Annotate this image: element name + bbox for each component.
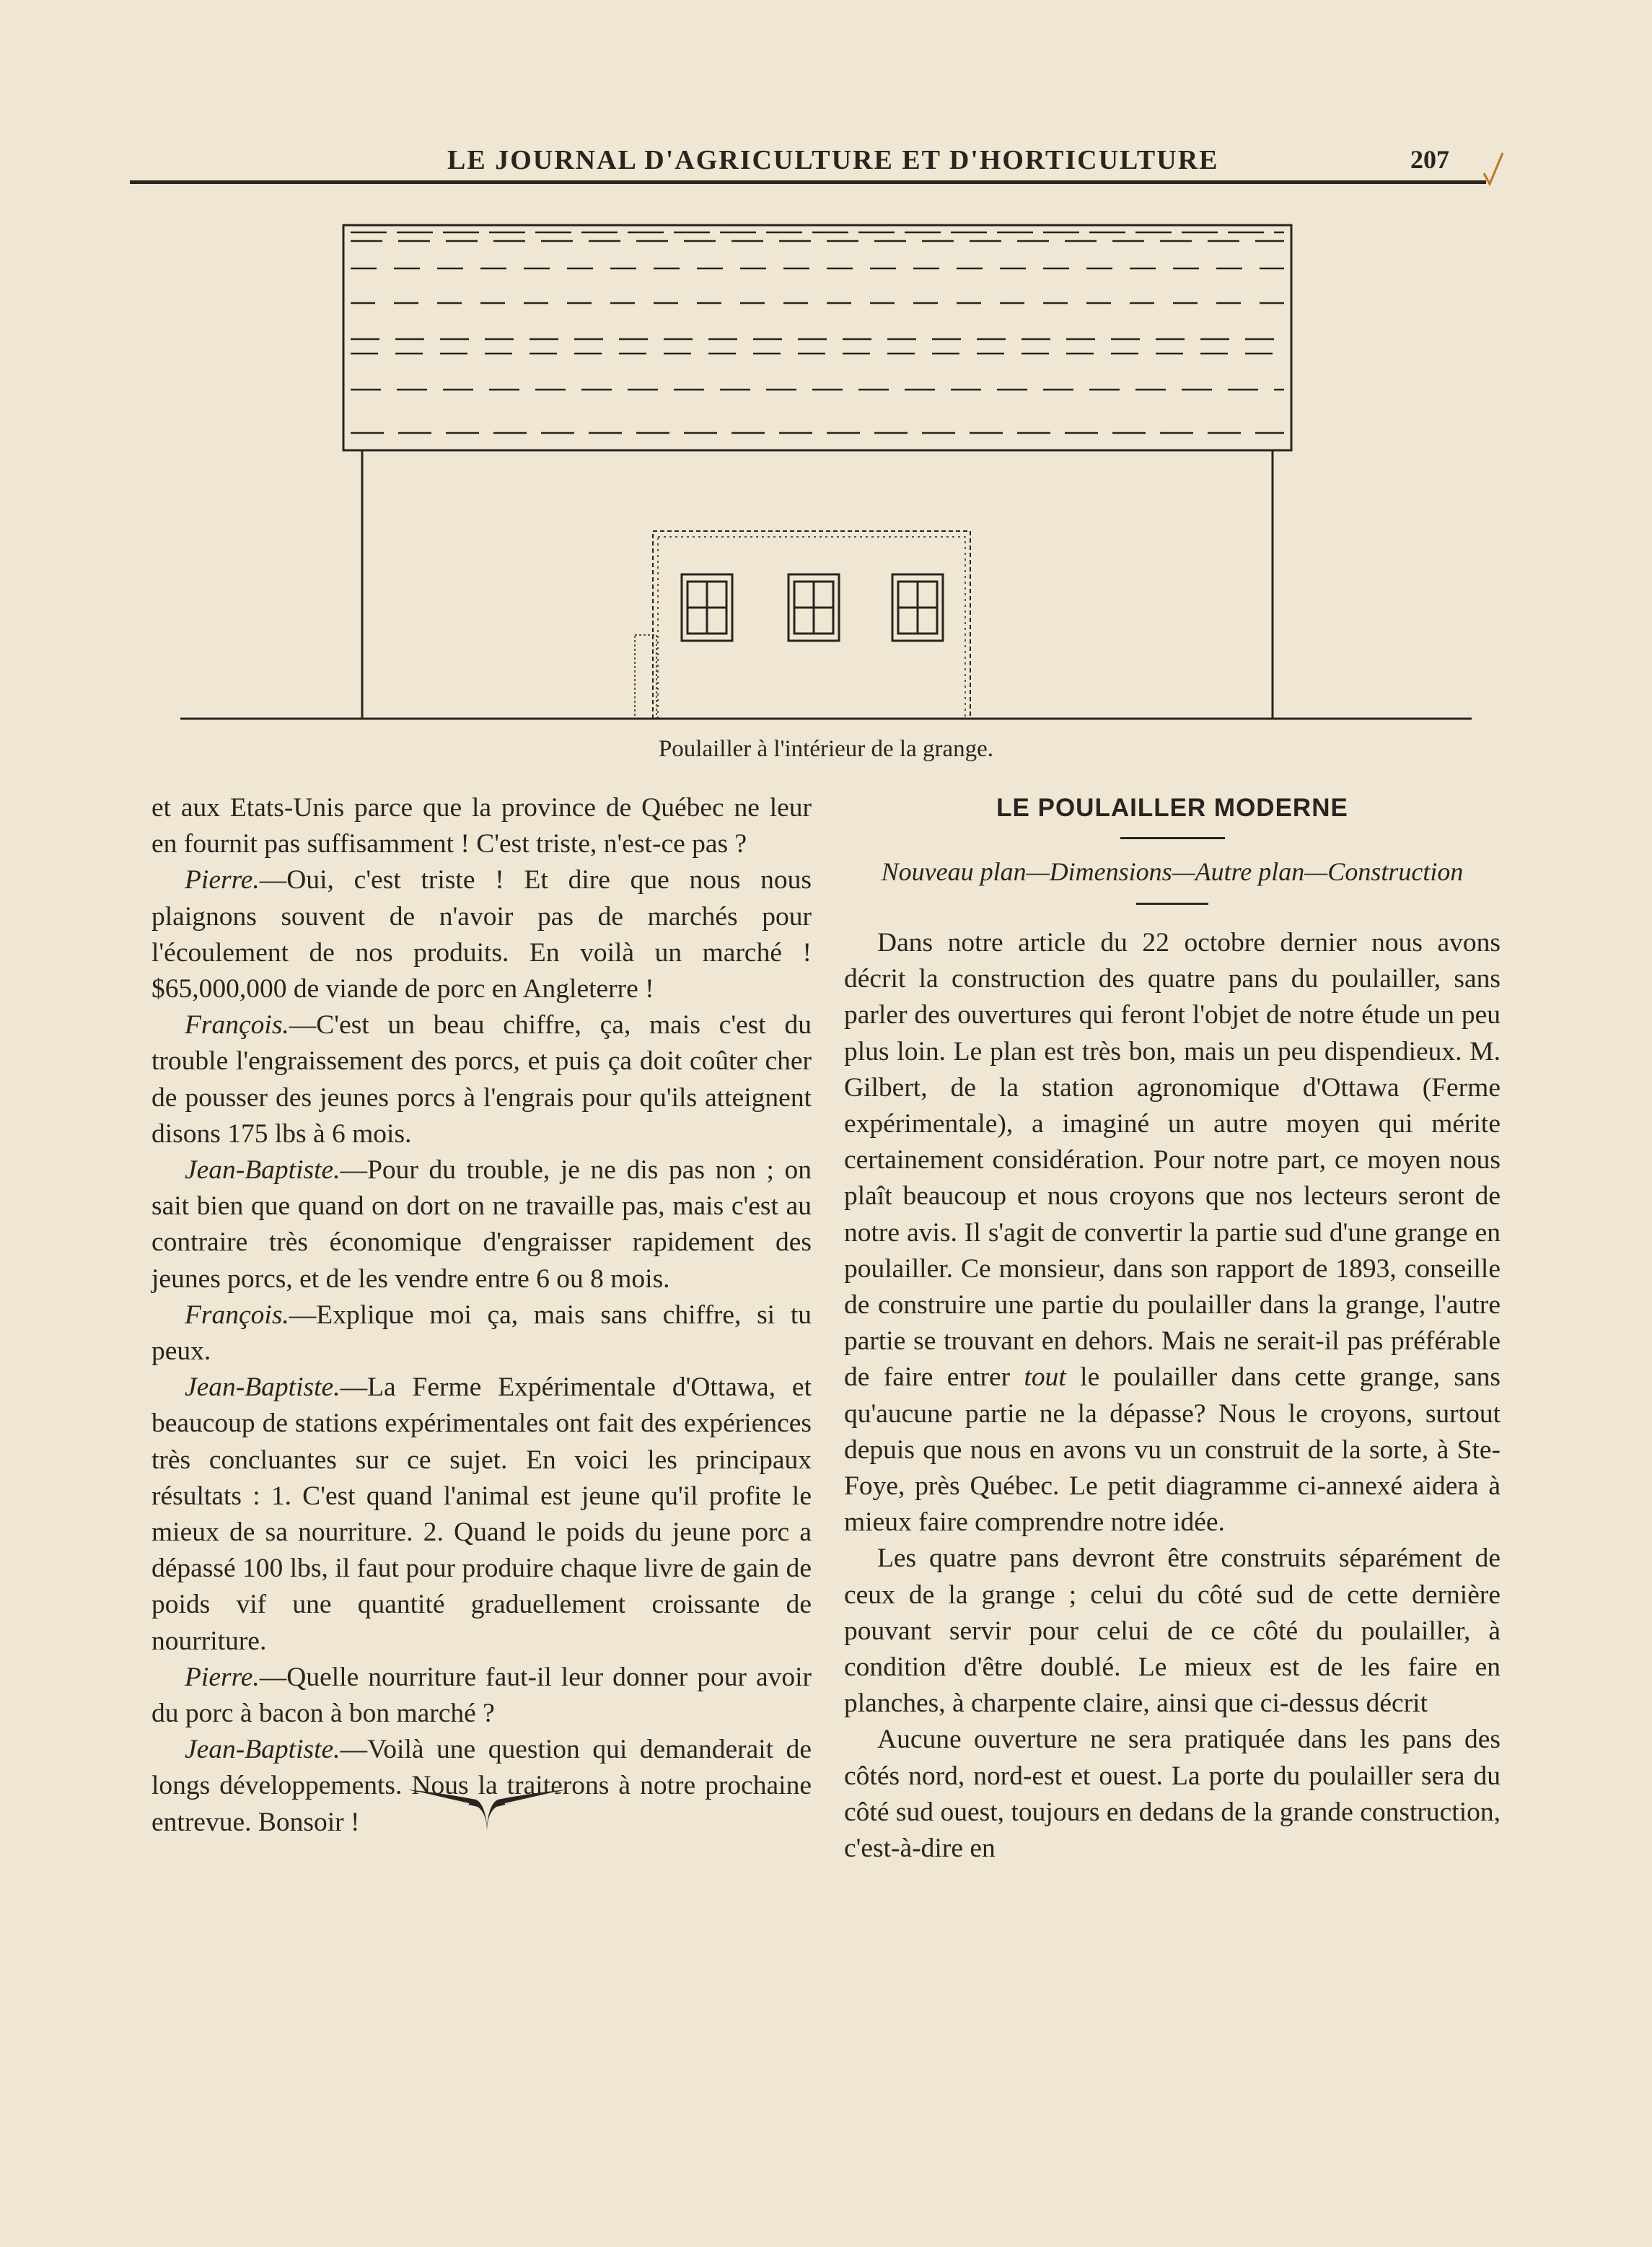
dialogue-text: —C'est un beau chiffre, ça, mais c'est du trouble l'engraissement des porcs, et puis ça doit coûter cher de pousser des jeunes porcs à l'engrais pour qu'ils atteignent disons 175 lbs à 6 mois. [151, 1010, 812, 1149]
title-rule [1120, 837, 1225, 839]
henhouse [635, 531, 970, 719]
paragraph-text: le poulailler dans cette grange, sans qu'aucune partie ne la dépasse? Nous le croyons, surtout depuis que nous en avons vu un construit de la sorte, à Ste-Foye, près Québec. Le petit diagramme ci-annexé aidera à mieux faire comprendre notre idée. [844, 1362, 1501, 1538]
barn-diagram [173, 216, 1472, 736]
barn-wall [362, 450, 1273, 719]
barn-illustration [173, 216, 1472, 736]
speaker-name: Pierre. [185, 1662, 260, 1692]
speaker-name: François. [185, 1300, 289, 1330]
pencil-check-mark [1482, 152, 1504, 188]
speaker-name: Jean-Baptiste. [185, 1735, 340, 1765]
dialogue-text: —Oui, c'est triste ! Et dire que nous nous plaignons souvent de n'avoir pas de marchés pour l'écoulement de nos produits. En voilà un marché ! $65,000,000 de viande de porc en Angleterre ! [151, 865, 812, 1004]
journal-title: LE JOURNAL D'AGRICULTURE ET D'HORTICULTURE [447, 145, 1219, 175]
dialogue-text: —Explique moi ça, mais sans chiffre, si tu peux. [151, 1300, 812, 1367]
henhouse-windows [682, 574, 943, 641]
header-rule [130, 180, 1486, 184]
page-number: 207 [1410, 145, 1449, 174]
paragraph: Aucune ouverture ne sera pratiquée dans les pans des côtés nord, nord-est et ouest. La porte du poulailler sera du côté sud ouest, toujours en dedans de la grande construction, c'est-à-dire en [844, 1725, 1501, 1864]
paragraph: Les quatre pans devront être construits séparément de ceux de la grange ; celui du côté sud de cette dernière pouvant servir pour celui de ce côté du poulailler, à condition d'être doublé. Le mieux est de les faire en planches, à charpente claire, ainsi que ci-dessus décrit [844, 1543, 1501, 1719]
figure-caption: Poulailler à l'intérieur de la grange. [658, 736, 994, 762]
dialogue-text: —Pour du trouble, je ne dis pas non ; on sait bien que quand on dort on ne travaille pas, mais c'est au contraire très économique d'engraisser rapidement des jeunes porcs, et de les vendre entre 6 ou 8 mois. [151, 1155, 812, 1294]
dialogue-paragraph [151, 1007, 812, 1152]
dialogue-paragraph [151, 1297, 812, 1370]
henhouse-door [635, 635, 656, 719]
dialogue-paragraph [151, 1152, 812, 1297]
speaker-name: Pierre. [185, 865, 260, 895]
paragraph [844, 925, 1501, 1541]
running-header [130, 137, 1486, 180]
dialogue-text: —La Ferme Expérimentale d'Ottawa, et beaucoup de stations expérimentales ont fait des expériences très concluantes sur ce sujet. En voici les principaux résultats : 1. C'est quand l'animal est jeune qu'il profite le mieux de sa nourriture. 2. Quand le poids du jeune porc a dépassé 100 lbs, il faut pour produire chaque livre de gain de poids vif une quantité graduellement croissante de nourriture. [151, 1372, 812, 1656]
right-column [844, 790, 1501, 1867]
barn-roof [343, 225, 1291, 450]
article-title: LE POULAILLER MODERNE [996, 794, 1348, 822]
decorative-ornament [404, 1775, 570, 1833]
dialogue-text: —Quelle nourriture faut-il leur donner pour avoir du porc à bacon à bon marché ? [151, 1662, 812, 1729]
speaker-name: François. [185, 1010, 289, 1041]
dialogue-paragraph [151, 1370, 812, 1660]
speaker-name: Jean-Baptiste. [185, 1372, 340, 1403]
speaker-name: Jean-Baptiste. [185, 1155, 340, 1186]
left-column [151, 790, 812, 1841]
subtitle-rule [1136, 903, 1208, 905]
roof-shingles [351, 232, 1284, 433]
dialogue-paragraph [151, 1660, 812, 1732]
paragraph: et aux Etats-Unis parce que la province de Québec ne leur en fournit pas suffisamment ! C'est triste, n'est-ce pas ? [151, 793, 812, 859]
dialogue-paragraph [151, 862, 812, 1007]
dialogue-text: —Voilà une question qui demanderait de longs développements. Nous la traiterons à notre prochaine entrevue. Bonsoir ! [151, 1735, 812, 1837]
article-subtitle: Nouveau plan—Dimensions—Autre plan—Construction [881, 857, 1464, 886]
paragraph-text: Dans notre article du 22 octobre dernier nous avons décrit la construction des quatre pans du poulailler, sans parler des ouvertures qui feront l'objet de notre étude un peu plus loin. Le plan est très bon, mais un peu dispendieux. M. Gilbert, de la station agronomique d'Ottawa (Ferme expérimentale), a imaginé un autre moyen qui mérite certainement considération. Pour notre part, ce moyen nous plaît beaucoup et nous croyons que nos lecteurs seront de notre avis. Il s'agit de convertir la partie sud d'une grange en poulailler. Ce monsieur, dans son rapport de 1893, conseille de construire une partie du poulailler dans la grange, l'autre partie se trouvant en dehors. Mais ne serait-il pas préférable de faire entrer [844, 928, 1501, 1393]
emphasis-word: tout [1024, 1362, 1066, 1393]
